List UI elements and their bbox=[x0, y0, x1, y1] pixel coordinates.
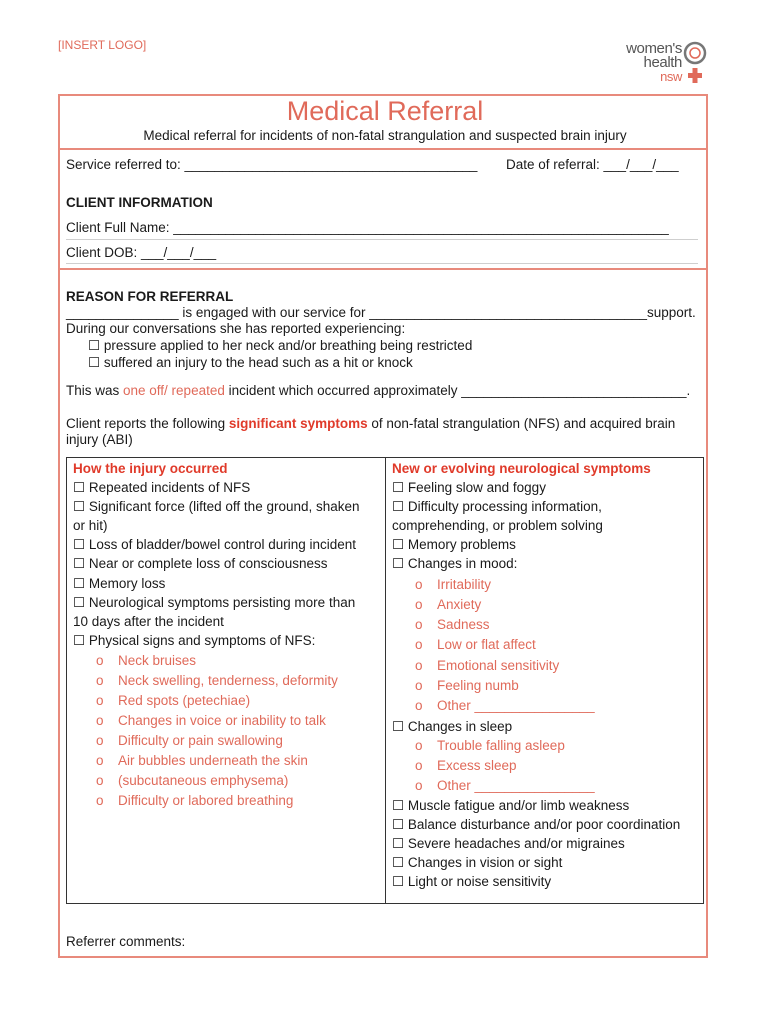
symptoms-intro bbox=[66, 416, 675, 432]
client-dob-field[interactable]: Client DOB: ___/___/___ bbox=[66, 245, 217, 260]
sleep-sub-item[interactable]: Trouble falling asleep bbox=[437, 738, 565, 754]
sleep-sub-item[interactable]: Excess sleep bbox=[437, 758, 517, 773]
sub-bullet: o bbox=[96, 752, 104, 768]
injury-checkbox-item: 10 days after the incident bbox=[73, 613, 224, 629]
mood-sub-item[interactable]: Emotional sensitivity bbox=[437, 657, 560, 673]
injury-checkbox-item[interactable]: ☐ Significant force (lifted off the ground, shaken bbox=[73, 499, 360, 515]
neuro-checkbox-item[interactable]: ☐ Difficulty processing information, bbox=[392, 499, 602, 515]
reason-checkbox-head[interactable]: ☐ suffered an injury to the head such as a hit or knock bbox=[88, 355, 413, 370]
injury-checkbox-item[interactable]: ☐ Memory loss bbox=[73, 575, 166, 591]
injury-checkbox-item[interactable]: ☐ Near or complete loss of consciousness bbox=[73, 556, 328, 572]
injury-checkbox-item[interactable]: ☐ Loss of bladder/bowel control during incident bbox=[73, 537, 357, 553]
injury-checkbox-item: or hit) bbox=[73, 518, 108, 534]
sub-bullet: o bbox=[415, 576, 423, 592]
symptoms-intro-line2: injury (ABI) bbox=[66, 432, 133, 447]
neuro-checkbox-item[interactable]: ☐ Balance disturbance and/or poor coordination bbox=[392, 816, 681, 832]
injury-sub-item[interactable]: Neck bruises bbox=[118, 652, 197, 668]
venus-icon bbox=[682, 40, 708, 86]
sub-bullet: o bbox=[415, 596, 423, 612]
sub-bullet: o bbox=[415, 758, 423, 773]
neuro-checkbox-item[interactable]: ☐ Memory problems bbox=[392, 537, 516, 553]
injury-sub-item[interactable]: Changes in voice or inability to talk bbox=[118, 712, 326, 728]
injury-sub-item[interactable]: Red spots (petechiae) bbox=[118, 692, 251, 708]
incident-options[interactable]: one off/ repeated bbox=[123, 383, 225, 398]
mood-sub-item[interactable]: Low or flat affect bbox=[437, 637, 536, 653]
incident-line bbox=[66, 383, 690, 399]
sub-bullet: o bbox=[96, 712, 104, 728]
reason-service-line[interactable]: _______________ is engaged with our service for _____________________________________support. bbox=[66, 305, 696, 320]
neuro-checkbox-item[interactable]: ☐ Severe headaches and/or migraines bbox=[392, 836, 625, 851]
neuro-checkbox-item[interactable]: ☐ Feeling slow and foggy bbox=[392, 480, 546, 495]
logo-placeholder: [INSERT LOGO] bbox=[58, 38, 147, 52]
injury-sub-item[interactable]: Air bubbles underneath the skin bbox=[118, 752, 308, 768]
divider bbox=[66, 239, 698, 240]
injury-sub-item[interactable]: (subcutaneous emphysema) bbox=[118, 772, 289, 788]
mood-sub-item[interactable]: Other ________________ bbox=[437, 698, 595, 714]
mood-sub-item[interactable]: Feeling numb bbox=[437, 678, 519, 693]
mood-sub-item[interactable]: Sadness bbox=[437, 617, 490, 633]
client-info-heading: CLIENT INFORMATION bbox=[66, 195, 213, 210]
brand-logo bbox=[612, 40, 712, 86]
sub-bullet: o bbox=[415, 657, 423, 673]
reason-heading: REASON FOR REFERRAL bbox=[66, 289, 234, 304]
reason-intro: During our conversations she has reported experiencing: bbox=[66, 321, 406, 336]
incident-prefix: This was bbox=[66, 383, 124, 398]
symptoms-table bbox=[66, 457, 704, 904]
brand-line2: health bbox=[643, 54, 682, 71]
symptoms-prefix: Client reports the following bbox=[66, 416, 229, 431]
table-column-divider bbox=[385, 458, 386, 903]
neuro-checkbox-item: comprehending, or problem solving bbox=[392, 518, 603, 534]
injury-checkbox-item[interactable]: ☐ Physical signs and symptoms of NFS: bbox=[73, 632, 316, 648]
mood-sub-item[interactable]: Irritability bbox=[437, 576, 492, 592]
neuro-checkbox-item[interactable]: ☐ Light or noise sensitivity bbox=[392, 874, 552, 890]
sub-bullet: o bbox=[96, 672, 104, 688]
sleep-checkbox[interactable]: ☐ Changes in sleep bbox=[392, 718, 513, 734]
injury-column-heading: How the injury occurred bbox=[73, 461, 228, 476]
neuro-column-heading: New or evolving neurological symptoms bbox=[392, 461, 651, 476]
incident-suffix[interactable]: incident which occurred approximately ______________________________. bbox=[224, 383, 691, 398]
reason-checkbox-neck[interactable]: ☐ pressure applied to her neck and/or breathing being restricted bbox=[88, 338, 473, 353]
neuro-checkbox-item[interactable]: ☐ Changes in vision or sight bbox=[392, 855, 563, 871]
sub-bullet: o bbox=[96, 792, 104, 808]
brand-line1: women's bbox=[626, 40, 682, 57]
referrer-comments-label: Referrer comments: bbox=[66, 934, 186, 949]
injury-checkbox-item[interactable]: ☐ Neurological symptoms persisting more than bbox=[73, 594, 356, 610]
sub-bullet: o bbox=[415, 617, 423, 633]
sub-bullet: o bbox=[415, 738, 423, 754]
divider bbox=[66, 263, 698, 264]
sub-bullet: o bbox=[415, 637, 423, 653]
symptoms-highlight: significant symptoms bbox=[228, 416, 368, 431]
sub-bullet: o bbox=[415, 777, 423, 793]
client-name-field[interactable]: Client Full Name: __________________________________________________________________ bbox=[66, 220, 669, 235]
injury-sub-item[interactable]: Difficulty or pain swallowing bbox=[118, 732, 283, 748]
neuro-checkbox-item[interactable]: ☐ Changes in mood: bbox=[392, 556, 518, 572]
form-subtitle: Medical referral for incidents of non-fatal strangulation and suspected brain injury bbox=[143, 128, 627, 143]
service-referred-field[interactable]: Service referred to: _______________________________________ bbox=[66, 157, 478, 172]
sleep-sub-item[interactable]: Other ________________ bbox=[437, 777, 595, 793]
injury-checkbox-item[interactable]: ☐ Repeated incidents of NFS bbox=[73, 480, 251, 495]
sub-bullet: o bbox=[415, 698, 423, 714]
sub-bullet: o bbox=[415, 678, 423, 693]
sub-bullet: o bbox=[96, 732, 104, 748]
brand-line3: nsw bbox=[660, 69, 682, 84]
sub-bullet: o bbox=[96, 652, 104, 668]
mood-sub-item[interactable]: Anxiety bbox=[437, 596, 482, 612]
sub-bullet: o bbox=[96, 772, 104, 788]
neuro-checkbox-item[interactable]: ☐ Muscle fatigue and/or limb weakness bbox=[392, 797, 630, 813]
sub-bullet: o bbox=[96, 692, 104, 708]
symptoms-suffix: of non-fatal strangulation (NFS) and acquired brain bbox=[367, 416, 676, 431]
injury-sub-item[interactable]: Difficulty or labored breathing bbox=[118, 792, 294, 808]
form-title: Medical Referral bbox=[286, 96, 484, 126]
injury-sub-item[interactable]: Neck swelling, tenderness, deformity bbox=[118, 672, 338, 688]
date-of-referral-field[interactable]: Date of referral: ___/___/___ bbox=[506, 157, 679, 172]
